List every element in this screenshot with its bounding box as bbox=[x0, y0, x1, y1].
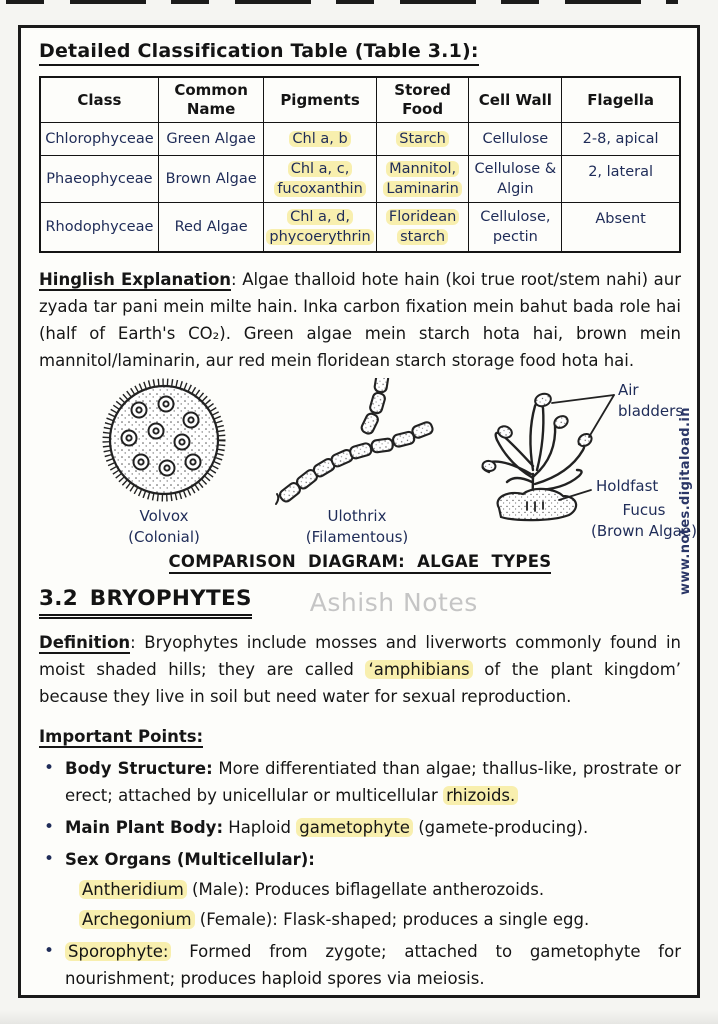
bullet-dot: • bbox=[44, 848, 55, 869]
highlight-rhizoids: rhizoids. bbox=[443, 786, 518, 805]
cell-common: Green Algae bbox=[158, 123, 264, 156]
highlight: Chl a, d, phycoerythrin bbox=[266, 209, 373, 245]
bullet-dot: • bbox=[44, 940, 55, 961]
scan-bottom-edge bbox=[0, 1010, 718, 1024]
diagram-caption-row bbox=[39, 552, 681, 574]
col-header-common-name: Common Name bbox=[158, 77, 264, 123]
definition-pre: : Bryophytes include mosses and liverworts commonly found in moist shaded hills; they are called bbox=[39, 632, 681, 679]
bullet-label: Body Structure: bbox=[65, 758, 213, 778]
bullet-text: (gamete-producing). bbox=[412, 817, 589, 837]
ulothrix-label bbox=[282, 506, 432, 548]
highlight: Starch bbox=[396, 131, 449, 147]
table-row bbox=[40, 203, 680, 252]
cell-common: Brown Algae bbox=[158, 156, 264, 203]
ulothrix-diagram bbox=[274, 378, 434, 506]
col-header-cell-wall: Cell Wall bbox=[469, 77, 562, 123]
definition-post: of the plant kingdom’ because they live in soil but need water for sexual reproduction. bbox=[39, 659, 682, 706]
cell-wall: Cellulose bbox=[469, 123, 562, 156]
bullet-body-structure bbox=[39, 755, 681, 809]
highlight: Chl a, b bbox=[289, 131, 350, 147]
fucus-name: Fucus bbox=[622, 500, 666, 519]
bullet-label: Main Plant Body: bbox=[65, 817, 224, 837]
cell-wall: Cellulose & Algin bbox=[469, 156, 562, 203]
highlight-archegonium: Archegonium bbox=[79, 910, 195, 929]
subline-antheridium bbox=[39, 876, 681, 903]
cell-flagella: Absent bbox=[562, 203, 680, 252]
note-sheet bbox=[18, 25, 700, 998]
cell-class: Phaeophyceae bbox=[40, 156, 158, 203]
center-watermark: Ashish Notes bbox=[309, 587, 478, 617]
cell-class: Rhodophyceae bbox=[40, 203, 158, 252]
cell-common: Red Algae bbox=[158, 203, 264, 252]
highlight-gametophyte: gametophyte bbox=[296, 818, 413, 837]
bryophytes-section-header bbox=[39, 586, 681, 619]
ulothrix-type: (Filamentous) bbox=[305, 527, 409, 546]
bullet-dot: • bbox=[44, 816, 55, 837]
important-points-label: Important Points: bbox=[39, 726, 204, 746]
subline-archegonium bbox=[39, 906, 681, 933]
volvox-diagram bbox=[99, 378, 229, 506]
bullet-dot: • bbox=[44, 757, 55, 778]
bullet-text: More differentiated than algae; thallus-like, prostrate or erect; attached by unicellular or multicellular bbox=[65, 758, 681, 805]
highlight-amphibians: ‘amphibians bbox=[365, 660, 472, 679]
bullet-sex-organs bbox=[39, 846, 681, 873]
highlight: Mannitol, Laminarin bbox=[383, 161, 461, 197]
highlight: Chl a, c, fucoxanthin bbox=[274, 161, 365, 197]
cell-pigments bbox=[264, 123, 376, 156]
fucus-type: (Brown Algae) bbox=[591, 521, 697, 540]
col-header-pigments: Pigments bbox=[264, 77, 376, 123]
bullet-text: Haploid bbox=[223, 817, 297, 837]
ulothrix-name: Ulothrix bbox=[327, 506, 387, 525]
subline-text: (Female): Flask-shaped; produces a single egg. bbox=[194, 909, 590, 929]
table-header-row bbox=[40, 77, 680, 123]
bullet-text: Formed from zygote; attached to gametophyte for nourishment; produces haploid spores via meiosis. bbox=[65, 941, 681, 988]
diagram-caption: COMPARISON DIAGRAM: ALGAE TYPES bbox=[169, 552, 552, 574]
bullet-main-plant-body bbox=[39, 814, 681, 841]
hinglish-paragraph bbox=[39, 266, 681, 374]
page-title: Detailed Classification Table (Table 3.1): bbox=[39, 40, 479, 66]
cell-wall: Cellulose, pectin bbox=[469, 203, 562, 252]
cell-class: Chlorophyceae bbox=[40, 123, 158, 156]
top-page-edge-marks bbox=[6, 0, 678, 4]
col-header-class: Class bbox=[40, 77, 158, 123]
col-header-stored-food: Stored Food bbox=[376, 77, 469, 123]
table-row bbox=[40, 123, 680, 156]
highlight-sporophyte: Sporophyte: bbox=[65, 942, 171, 961]
table-row bbox=[40, 156, 680, 203]
cell-flagella: 2, lateral bbox=[562, 156, 680, 203]
highlight-antheridium: Antheridium bbox=[79, 880, 187, 899]
volvox-name: Volvox bbox=[139, 506, 189, 525]
important-points-heading bbox=[39, 723, 681, 750]
cell-food bbox=[376, 123, 469, 156]
cell-flagella: 2-8, apical bbox=[562, 123, 680, 156]
highlight: Floridean starch bbox=[386, 209, 459, 245]
cell-pigments bbox=[264, 156, 376, 203]
cell-food bbox=[376, 203, 469, 252]
subline-text: (Male): Produces biflagellate antherozoids. bbox=[186, 879, 545, 899]
bullet-sporophyte bbox=[39, 938, 681, 992]
volvox-label bbox=[84, 506, 244, 548]
fucus-holdfast-label: Holdfast bbox=[596, 476, 659, 495]
definition-label: Definition bbox=[39, 632, 131, 652]
cell-pigments bbox=[264, 203, 376, 252]
cell-food bbox=[376, 156, 469, 203]
hinglish-text: : Algae thalloid hote hain (koi true root/stem nahi) aur zyada tar pani mein milte hain. Inka carbon fixation mein bahut bada role hai (half of Earth's CO₂). Green algae mein starch hota hai, brown mein mannitol/laminarin, aur red mein floridean starch storage food hota hai. bbox=[39, 269, 681, 370]
bullet-label: Sex Organs (Multicellular): bbox=[65, 849, 315, 869]
section-heading: 3.2 BRYOPHYTES bbox=[39, 586, 252, 619]
col-header-flagella: Flagella bbox=[562, 77, 680, 123]
side-watermark: www.notes.digitaload.in bbox=[678, 407, 693, 595]
fucus-label bbox=[574, 500, 714, 542]
volvox-type: (Colonial) bbox=[128, 527, 200, 546]
hinglish-label: Hinglish Explanation bbox=[39, 269, 232, 289]
fucus-air-bladders-label: Air bladders bbox=[618, 380, 684, 420]
classification-table bbox=[39, 76, 681, 253]
definition-paragraph bbox=[39, 629, 681, 710]
